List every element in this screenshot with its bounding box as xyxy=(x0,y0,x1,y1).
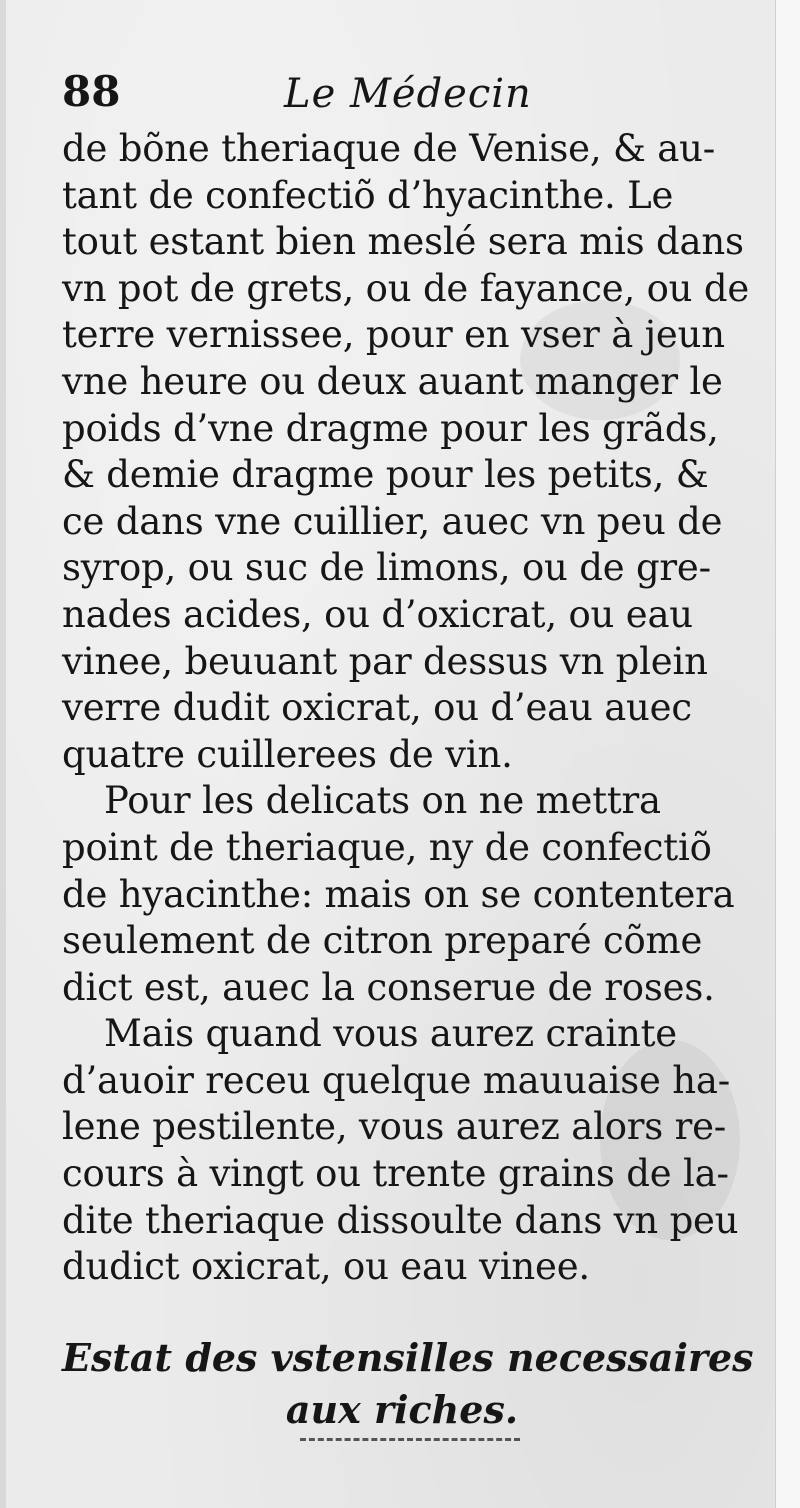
text-line: vinee, beuuant par dessus vn plein xyxy=(62,639,708,683)
text-line: vne heure ou deux auant manger le xyxy=(62,359,723,403)
text-line: lene pestilente, vous aurez alors re- xyxy=(62,1105,727,1149)
page-header xyxy=(62,62,662,126)
text-line: tout estant bien meslé sera mis dans xyxy=(62,220,744,264)
text-line: seulement de citron preparé cõme xyxy=(62,919,703,963)
text-line: nades acides, ou d’oxicrat, ou eau xyxy=(62,592,693,636)
body-text xyxy=(62,126,750,1291)
catchword-rule xyxy=(300,1438,520,1441)
text-line: terre vernissee, pour en vser à jeun xyxy=(62,313,725,357)
text-line: Pour les delicats on ne mettra xyxy=(104,779,661,823)
text-line: ce dans vne cuillier, auec vn peu de xyxy=(62,499,723,543)
page-gutter-shadow xyxy=(0,0,6,1508)
text-line: cours à vingt ou trente grains de la- xyxy=(62,1152,729,1196)
text-line: dudict oxicrat, ou eau vinee. xyxy=(62,1245,590,1289)
text-line: & demie dragme pour les petits, & xyxy=(62,453,709,497)
text-line: dite theriaque dissoulte dans vn peu xyxy=(62,1198,739,1242)
text-line: d’auoir receu quelque mauuaise ha- xyxy=(62,1058,731,1102)
text-line: poids d’vne dragme pour les grãds, xyxy=(62,406,719,450)
text-line: Mais quand vous aurez crainte xyxy=(104,1012,677,1056)
text-line: point de theriaque, ny de confectiõ xyxy=(62,825,712,869)
text-line: syrop, ou suc de limons, ou de gre- xyxy=(62,546,711,590)
text-line: vn pot de grets, ou de fayance, ou de xyxy=(62,266,750,310)
section-heading-line: Estat des vstensilles necessaires xyxy=(62,1335,754,1380)
text-line: dict est, auec la conserue de roses. xyxy=(62,965,715,1009)
section-heading-line: aux riches. xyxy=(285,1387,519,1432)
text-line: quatre cuillerees de vin. xyxy=(62,732,513,776)
text-line: tant de confectiõ d’hyacinthe. Le xyxy=(62,173,674,217)
text-line: de bõne theriaque de Venise, & au- xyxy=(62,127,716,170)
running-head: Le Médecin xyxy=(284,71,532,117)
text-line: verre dudit oxicrat, ou d’eau auec xyxy=(62,686,692,730)
page-number: 88 xyxy=(62,67,121,116)
section-heading xyxy=(62,1332,754,1436)
text-line: de hyacinthe: mais on se contentera xyxy=(62,872,735,916)
page-edge xyxy=(775,0,800,1508)
